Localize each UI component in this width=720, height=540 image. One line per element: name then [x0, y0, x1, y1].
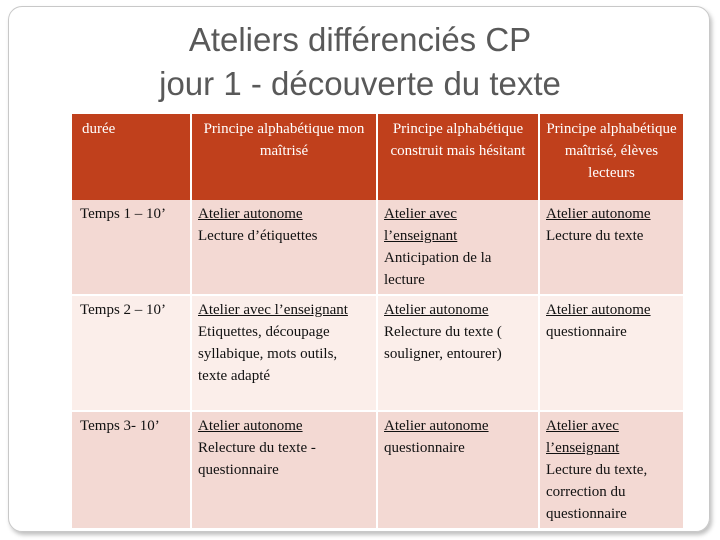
- table-row: [72, 200, 684, 295]
- header-non-maitrise: Principe alphabétique mon maîtrisé: [191, 114, 377, 200]
- atelier-activity: questionnaire: [546, 324, 627, 340]
- cell: [191, 411, 377, 529]
- table-row: [72, 295, 684, 411]
- atelier-activity: Lecture du texte: [546, 228, 644, 244]
- atelier-type: Atelier avec l’enseignant: [384, 206, 458, 244]
- title-line-1: Ateliers différenciés CP: [188, 21, 532, 58]
- atelier-activity: Relecture du texte - questionnaire: [198, 440, 316, 478]
- table-row: [72, 411, 684, 529]
- atelier-type: Atelier avec l’enseignant: [198, 302, 348, 318]
- header-maitrise: Principe alphabétique maîtrisé, élèves lecteurs: [539, 114, 684, 200]
- time-cell: Temps 1 – 10’: [72, 200, 191, 295]
- atelier-activity: questionnaire: [384, 440, 465, 456]
- atelier-type: Atelier avec l’enseignant: [546, 418, 620, 456]
- atelier-type: Atelier autonome: [198, 206, 303, 222]
- cell: [377, 411, 539, 529]
- title-line-2: jour 1 - découverte du texte: [159, 65, 561, 102]
- header-hesitant: Principe alphabétique construit mais hésitant: [377, 114, 539, 200]
- atelier-type: Atelier autonome: [384, 302, 489, 318]
- cell: [377, 295, 539, 411]
- time-cell: Temps 2 – 10’: [72, 295, 191, 411]
- atelier-type: Atelier autonome: [384, 418, 489, 434]
- atelier-activity: Lecture du texte, correction du questionnaire: [546, 462, 648, 522]
- atelier-type: Atelier autonome: [198, 418, 303, 434]
- cell: [539, 295, 684, 411]
- atelier-activity: Anticipation de la lecture: [384, 250, 492, 288]
- atelier-type: Atelier autonome: [546, 206, 651, 222]
- workshop-table: [72, 114, 685, 530]
- slide-title: [20, 18, 700, 106]
- cell: [377, 200, 539, 295]
- atelier-type: Atelier autonome: [546, 302, 651, 318]
- time-cell: Temps 3- 10’: [72, 411, 191, 529]
- header-row: [72, 114, 684, 200]
- header-duree: durée: [72, 114, 191, 200]
- atelier-activity: Etiquettes, découpage syllabique, mots outils, texte adapté: [198, 324, 338, 384]
- cell: [539, 200, 684, 295]
- atelier-activity: Relecture du texte ( souligner, entourer): [384, 324, 502, 362]
- atelier-activity: Lecture d’étiquettes: [198, 228, 318, 244]
- cell: [539, 411, 684, 529]
- cell: [191, 295, 377, 411]
- cell: [191, 200, 377, 295]
